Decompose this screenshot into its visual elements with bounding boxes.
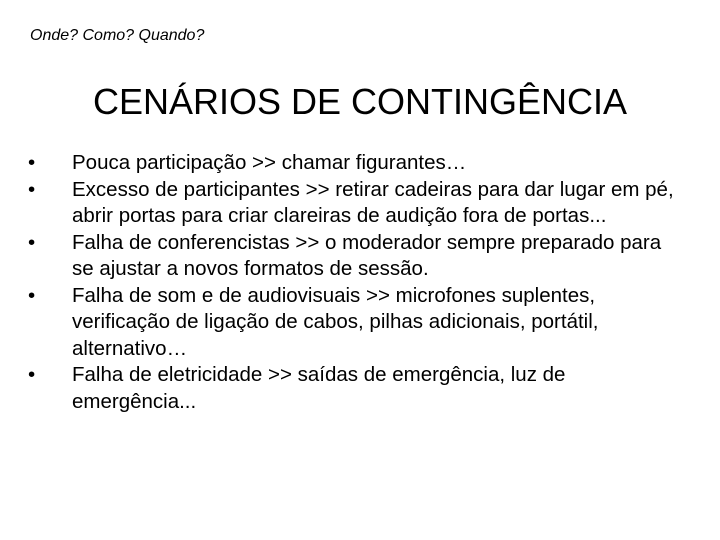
bullet-icon: • <box>28 363 36 386</box>
bullet-list <box>28 150 678 415</box>
bullet-text: Falha de som e de audiovisuais >> microfones suplentes, verificação de ligação de cabos, pilhas adicionais, portátil, alternativo… <box>72 283 599 360</box>
bullet-item <box>28 230 678 283</box>
bullet-item <box>28 150 678 177</box>
bullet-icon: • <box>28 283 36 307</box>
bullet-item <box>28 362 678 415</box>
bullet-text: Pouca participação >> chamar figurantes… <box>72 151 467 174</box>
header-note: Onde? Como? Quando? <box>30 27 205 44</box>
bullet-icon: • <box>28 177 36 201</box>
bullet-icon: • <box>28 230 36 254</box>
slide-title: CENÁRIOS DE CONTINGÊNCIA <box>92 81 628 122</box>
bullet-text: Falha de eletricidade >> saídas de emergência, luz de emergência... <box>72 363 566 413</box>
bullet-icon: • <box>28 151 36 174</box>
bullet-text: Falha de conferencistas >> o moderador sempre preparado para se ajustar a novos formatos de sessão. <box>72 230 662 280</box>
bullet-item <box>28 177 678 230</box>
bullet-item <box>28 283 678 363</box>
bullet-text: Excesso de participantes >> retirar cadeiras para dar lugar em pé, abrir portas para criar clareiras de audição fora de portas... <box>72 177 674 227</box>
